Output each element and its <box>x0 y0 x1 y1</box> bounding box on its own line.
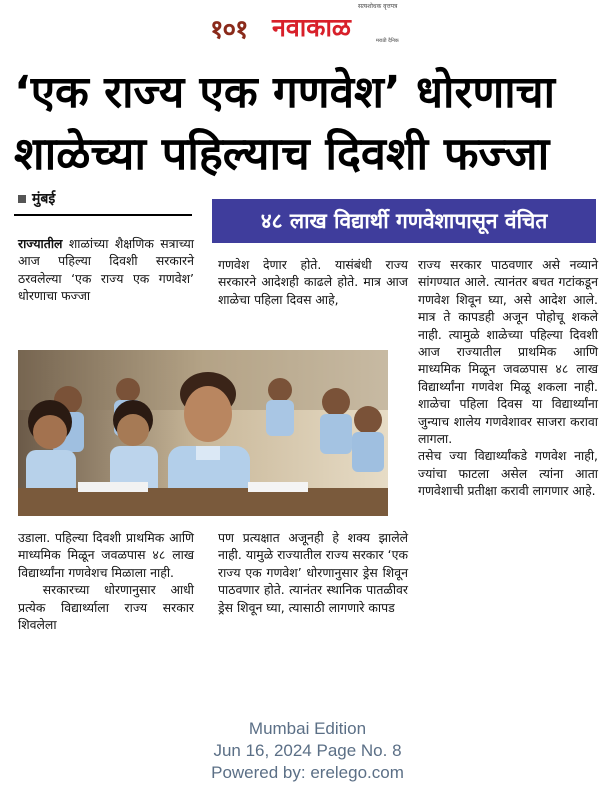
logo-tagline: सत्यशोधक वृत्तपत्र <box>358 3 398 10</box>
newspaper-logo <box>210 3 410 45</box>
footer <box>0 718 615 784</box>
column-2-bottom <box>218 529 408 616</box>
column-1-bottom-p2: सरकारच्या धोरणानुसार आधी प्रत्येक विद्यार्थ्याला राज्य सरकार शिवलेला <box>18 582 194 633</box>
column-3-p2: तसेच ज्या विद्यार्थ्यांकडे गणवेश नाही, ज्यांचा फाटला असेल त्यांना आता गणवेशाची प्रतीक्षा करावी लागणार आहे. <box>418 448 598 499</box>
logo-subline: मराठी दैनिक <box>376 38 399 44</box>
column-3-p1: राज्य सरकार पाठवणार असे नव्याने सांगण्यात आले. त्यानंतर बचत गटांकडून गणवेश शिवून घ्या, असे आदेश आले. मात्र ते कापडही अजून पोहोचू शकले नाही. त्यामुळे शाळेच्या पहिल्या दिवशी आज राज्यातील प्राथमिक आणि माध्यमिक मिळून जवळपास ४८ लाख विद्यार्थ्यांना गणवेश मिळू शकला नाही. शाळेचा पहिला दिवस या विद्यार्थ्यांना जुन्याच शालेय गणवेशावर साजरा करावा लागला. <box>418 257 598 447</box>
column-1-bottom <box>18 529 194 633</box>
square-bullet-icon <box>18 195 26 203</box>
footer-date-page: Jun 16, 2024 Page No. 8 <box>213 741 402 760</box>
dateline <box>18 189 55 208</box>
column-1-top-text: शाळांच्या शैक्षणिक सत्राच्या आज पहिल्या दिवशी सरकारने ठरवलेल्या ‘एक राज्य एक गणवेश’ धोरणाचा फज्जा <box>18 236 194 304</box>
column-2-bottom-text: पण प्रत्यक्षात अजूनही हे शक्य झालेले नाही. यामुळे राज्यातील राज्य सरकार ‘एक राज्य एक गणवेश’ धोरणानुसार ड्रेस शिवून पाठवणार होते. त्यानंतर स्थानिक पातळीवर ड्रेस शिवून घ्या, त्यासाठी लागणारे कापड <box>218 530 408 615</box>
headline-line-2: शाळेच्या पहिल्याच दिवशी फज्जा <box>14 127 550 180</box>
logo-name: नवाकाळ <box>272 13 351 42</box>
masthead <box>0 0 615 48</box>
footer-powered-by: Powered by: erelego.com <box>211 763 404 782</box>
divider <box>14 214 192 216</box>
subheadline-banner: ४८ लाख विद्यार्थी गणवेशापासून वंचित <box>212 199 596 243</box>
column-3 <box>418 256 598 500</box>
column-1-bottom-p1: उडाला. पहिल्या दिवशी प्राथमिक आणि माध्यमिक मिळून जवळपास ४८ लाख विद्यार्थ्यांना गणवेशच मिळाला नाही. <box>18 530 194 580</box>
lead-word: राज्यातील <box>18 236 63 251</box>
headline-line-1: ‘एक राज्य एक गणवेश’ धोरणाचा <box>14 67 555 118</box>
column-2-top-text: गणवेश देणार होते. यासंबंधी राज्य सरकारने आदेशही काढले होते. मात्र आज शाळेचा पहिला दिवस आहे, <box>218 257 408 307</box>
dateline-city: मुंबई <box>32 191 56 207</box>
students-photo <box>18 350 388 516</box>
column-2-top <box>218 256 408 308</box>
logo-number: १०१ <box>210 15 248 45</box>
footer-edition: Mumbai Edition <box>248 719 367 738</box>
column-1-top <box>18 235 194 305</box>
